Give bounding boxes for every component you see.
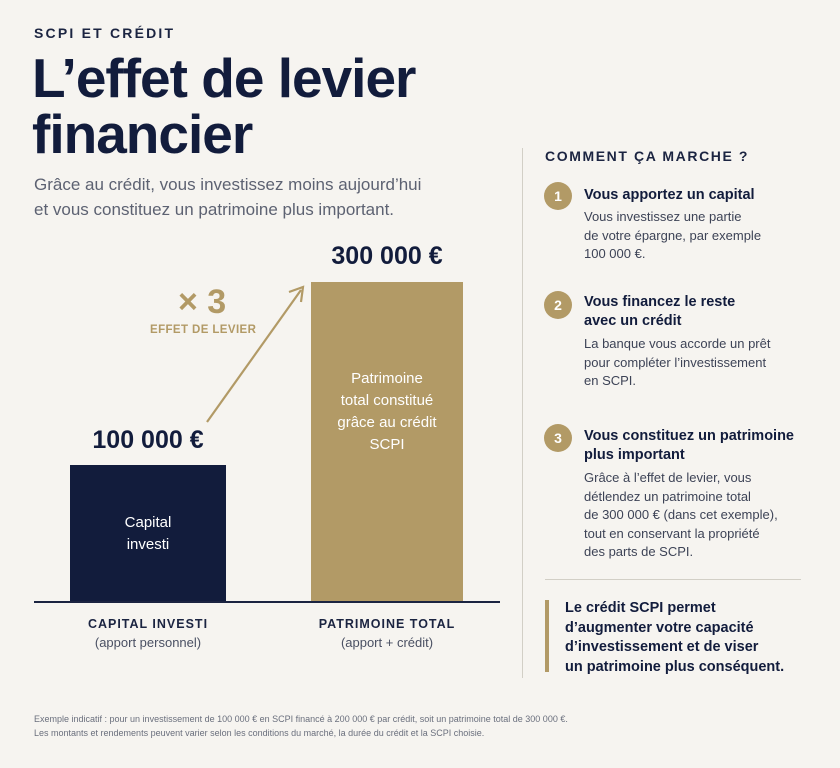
- footnote-line-2: Les montants et rendements peuvent varier selon les conditions du marché, la durée du crédit et la SCPI choisie.: [34, 728, 485, 738]
- step-3-text-line: de 300 000 € (dans cet exemple),: [584, 507, 778, 522]
- patrimoine-category-sublabel: (apport + crédit): [340, 635, 434, 650]
- patrimoine-category-label: PATRIMOINE TOTAL: [318, 617, 456, 631]
- capital-category-sublabel: (apport personnel): [94, 635, 202, 650]
- how-it-works-title: COMMENT ÇA MARCHE ?: [545, 148, 750, 164]
- step-1-text-line: 100 000 €.: [584, 246, 646, 261]
- multiplier: × 3: [178, 283, 227, 321]
- step-2: [584, 293, 804, 391]
- chart-baseline: [34, 601, 500, 603]
- step-2-text-line: en SCPI.: [584, 373, 637, 388]
- step-2-title-line: avec un crédit: [584, 313, 682, 329]
- step-3-number: 3: [544, 424, 572, 452]
- capital-bar: [70, 465, 226, 602]
- eyebrow: SCPI ET CRÉDIT: [34, 25, 176, 41]
- step-2-title: [584, 293, 804, 331]
- callout-line: Le crédit SCPI permet: [565, 600, 716, 616]
- multiplier-label: EFFET DE LEVIER: [150, 324, 257, 336]
- callout-line: d’augmenter votre capacité: [565, 619, 754, 636]
- callout-divider: [545, 579, 801, 580]
- step-2-title-line: Vous financez le reste: [584, 294, 736, 310]
- callout-line: un patrimoine plus conséquent.: [565, 658, 785, 675]
- step-3-text: [584, 469, 808, 562]
- step-2-text-line: La banque vous accorde un prêt: [584, 336, 771, 351]
- callout-line: d’investissement et de viser: [565, 639, 759, 655]
- step-2-text: [584, 335, 804, 391]
- patrimoine-bar-line-4: SCPI: [369, 436, 405, 453]
- subtitle: [34, 172, 474, 222]
- right-bar-value: 300 000 €: [331, 242, 443, 270]
- step-3-title-line: Vous constituez un patrimoine: [584, 428, 794, 444]
- step-3-text-line: Grâce à l’effet de levier, vous: [584, 470, 752, 485]
- title-line-2: financier: [32, 103, 253, 165]
- step-1-text-line: de votre épargne, par exemple: [584, 227, 762, 243]
- title-line-1: L’effet de levier: [32, 47, 416, 109]
- patrimoine-bar-line-1: Patrimoine: [351, 370, 423, 387]
- step-3-title-line: plus important: [584, 447, 685, 463]
- column-divider: [522, 148, 523, 678]
- step-2-number: 2: [544, 291, 572, 319]
- callout-accent-bar: [545, 600, 549, 672]
- patrimoine-bar: [311, 282, 463, 602]
- patrimoine-bar-line-3: grâce au crédit: [337, 414, 437, 431]
- footnote-line-1: Exemple indicatif : pour un investissement de 100 000 € en SCPI financé à 200 000 € par crédit, soit un patrimoine total de 300 000 €.: [34, 714, 568, 724]
- step-3-text-line: tout en conservant la propriété: [584, 525, 760, 541]
- step-3-text-line: des parts de SCPI.: [584, 544, 694, 559]
- subtitle-line-1: Grâce au crédit, vous investissez moins aujourd’hui: [34, 175, 422, 194]
- patrimoine-bar-line-2: total constitué: [340, 392, 434, 409]
- step-1-text-line: Vous investissez une partie: [584, 209, 742, 224]
- step-2-text-line: pour compléter l’investissement: [584, 354, 767, 370]
- step-3: [584, 427, 808, 562]
- left-bar-value: 100 000 €: [92, 426, 204, 454]
- page-title: [32, 47, 416, 165]
- callout-text: [565, 599, 805, 677]
- step-1: [584, 186, 804, 264]
- step-1-title: Vous apportez un capital: [584, 187, 755, 203]
- capital-bar-line-1: Capital: [124, 513, 172, 531]
- step-1-text: [584, 208, 804, 264]
- subtitle-line-2: et vous constituez un patrimoine plus important.: [34, 200, 395, 219]
- step-3-title: [584, 427, 808, 465]
- step-3-text-line: détlendez un patrimoine total: [584, 488, 751, 504]
- capital-bar-line-2: investi: [126, 535, 170, 553]
- capital-category-label: CAPITAL INVESTI: [87, 617, 209, 631]
- step-1-number: 1: [544, 182, 572, 210]
